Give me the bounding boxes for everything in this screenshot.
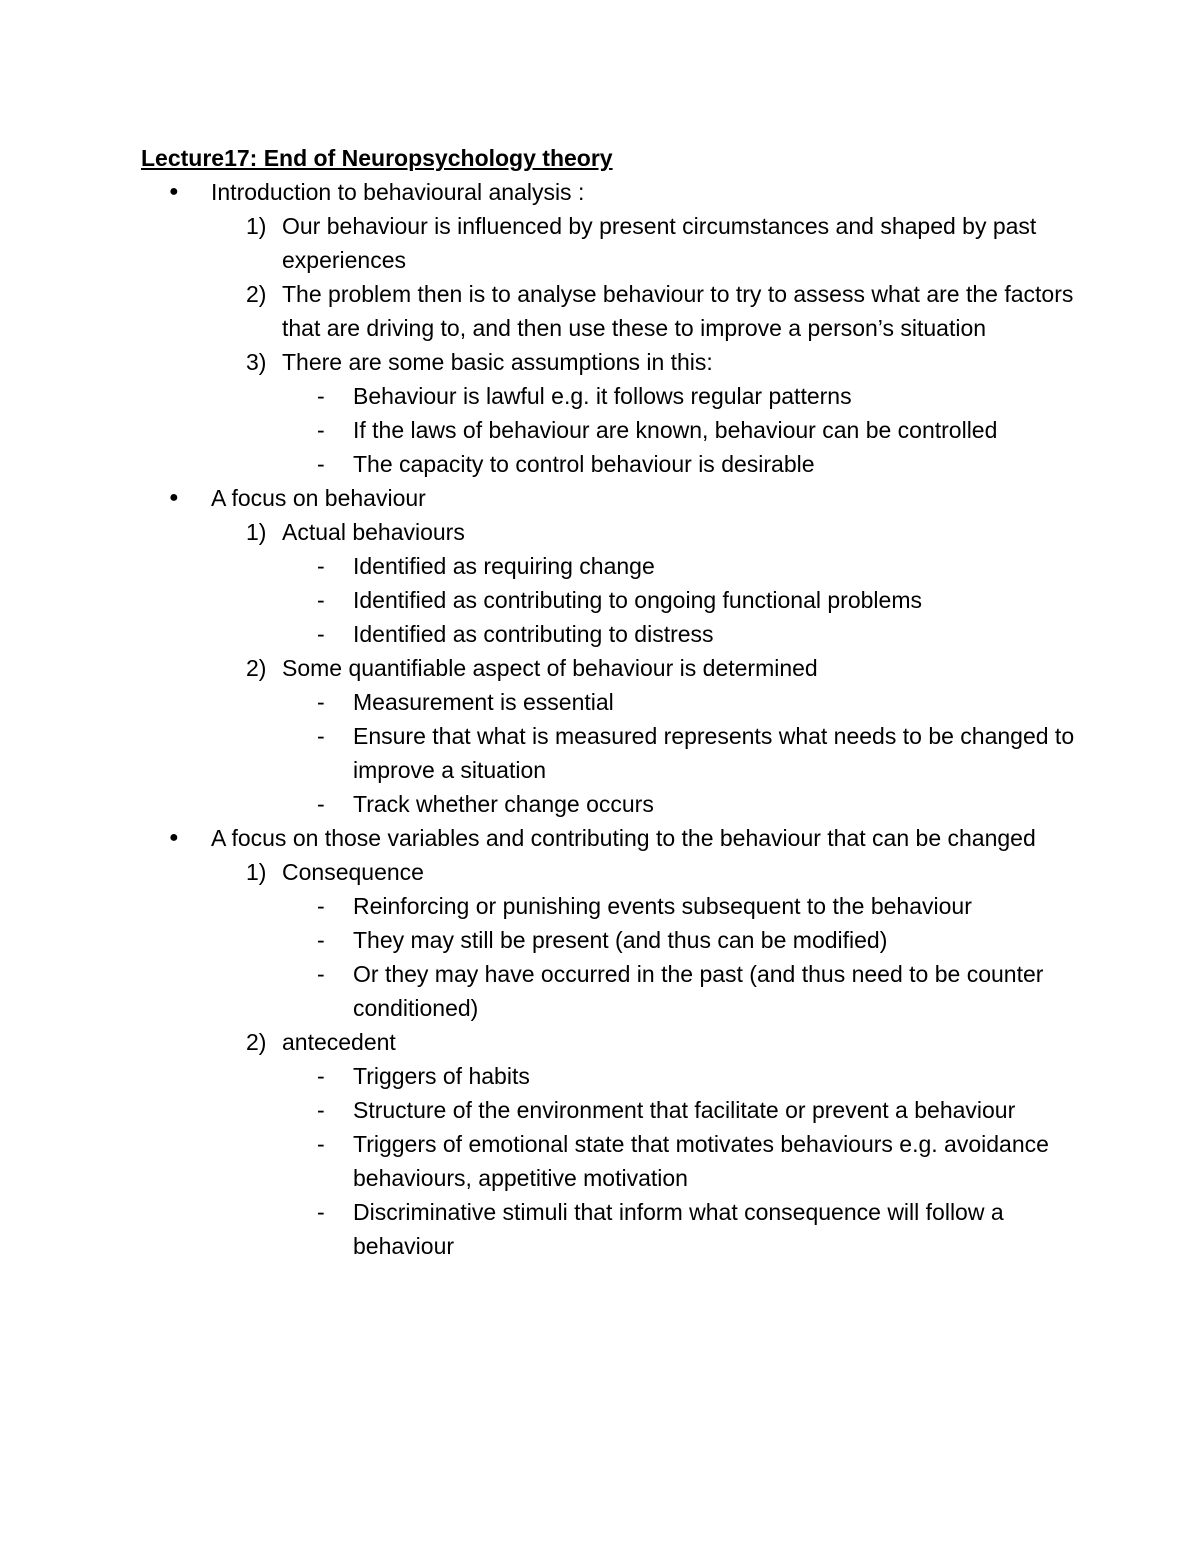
item-number: 2): [246, 655, 267, 681]
item-number: 1): [246, 213, 267, 239]
numbered-item-text: The problem then is to analyse behaviour to try to assess what are the factors that are driving to, and then use these to improve a person’s situation: [282, 281, 1074, 341]
dash-item: [141, 583, 1081, 617]
dash-item: [141, 1093, 1081, 1127]
dash-item-text: Ensure that what is measured represents what needs to be changed to improve a situation: [353, 723, 1075, 783]
numbered-item-text: There are some basic assumptions in this:: [282, 349, 713, 375]
numbered-item: [141, 277, 1081, 345]
bullet-text: A focus on behaviour: [211, 485, 426, 511]
dash-marker: -: [317, 961, 325, 987]
bullet-marker-icon: ●: [169, 829, 179, 846]
dash-item: [141, 889, 1081, 923]
dash-item-text: Identified as requiring change: [353, 553, 655, 579]
dash-item: [141, 957, 1081, 1025]
dash-marker: -: [317, 927, 325, 953]
dash-item-text: Triggers of emotional state that motivates behaviours e.g. avoidance behaviours, appetitive motivation: [353, 1131, 1049, 1191]
document-page: [141, 141, 1081, 1263]
bullet-text: Introduction to behavioural analysis :: [211, 179, 585, 205]
numbered-item: [141, 855, 1081, 889]
dash-item: [141, 447, 1081, 481]
numbered-item: [141, 209, 1081, 277]
bullet-text: A focus on those variables and contributing to the behaviour that can be changed: [211, 825, 1036, 851]
dash-item: [141, 685, 1081, 719]
dash-item-text: Identified as contributing to ongoing functional problems: [353, 587, 922, 613]
dash-marker: -: [317, 1199, 325, 1225]
bullet-marker-icon: ●: [169, 183, 179, 200]
dash-item: [141, 1127, 1081, 1195]
bullet-marker-icon: ●: [169, 489, 179, 506]
dash-marker: -: [317, 689, 325, 715]
numbered-item: [141, 651, 1081, 685]
dash-item-text: Reinforcing or punishing events subsequent to the behaviour: [353, 893, 972, 919]
item-number: 3): [246, 349, 267, 375]
dash-item-text: Behaviour is lawful e.g. it follows regular patterns: [353, 383, 852, 409]
dash-marker: -: [317, 1063, 325, 1089]
numbered-item-text: antecedent: [282, 1029, 396, 1055]
item-number: 2): [246, 1029, 267, 1055]
dash-item-text: Discriminative stimuli that inform what consequence will follow a behaviour: [353, 1199, 1004, 1259]
dash-marker: -: [317, 621, 325, 647]
item-number: 1): [246, 859, 267, 885]
dash-item-text: They may still be present (and thus can be modified): [353, 927, 888, 953]
item-number: 2): [246, 281, 267, 307]
dash-item-text: Or they may have occurred in the past (and thus need to be counter conditioned): [353, 961, 1044, 1021]
dash-item: [141, 787, 1081, 821]
dash-item: [141, 617, 1081, 651]
dash-item-text: Triggers of habits: [353, 1063, 530, 1089]
dash-marker: -: [317, 1097, 325, 1123]
dash-item-text: Structure of the environment that facilitate or prevent a behaviour: [353, 1097, 1016, 1123]
notes-outline: [141, 175, 1081, 1263]
numbered-item: [141, 345, 1081, 379]
dash-item: [141, 719, 1081, 787]
dash-marker: -: [317, 553, 325, 579]
numbered-item-text: Some quantifiable aspect of behaviour is determined: [282, 655, 818, 681]
bullet-item: [141, 175, 1081, 209]
dash-marker: -: [317, 383, 325, 409]
bullet-item: [141, 821, 1081, 855]
dash-marker: -: [317, 451, 325, 477]
bullet-item: [141, 481, 1081, 515]
dash-item-text: Track whether change occurs: [353, 791, 654, 817]
numbered-item-text: Consequence: [282, 859, 424, 885]
dash-marker: -: [317, 723, 325, 749]
dash-item-text: Measurement is essential: [353, 689, 614, 715]
dash-item: [141, 1059, 1081, 1093]
dash-marker: -: [317, 587, 325, 613]
dash-marker: -: [317, 1131, 325, 1157]
page-title: Lecture17: End of Neuropsychology theory: [141, 145, 613, 171]
numbered-item: [141, 515, 1081, 549]
dash-marker: -: [317, 791, 325, 817]
dash-item-text: If the laws of behaviour are known, behaviour can be controlled: [353, 417, 998, 443]
numbered-item: [141, 1025, 1081, 1059]
dash-item: [141, 549, 1081, 583]
numbered-item-text: Actual behaviours: [282, 519, 465, 545]
dash-item-text: The capacity to control behaviour is desirable: [353, 451, 815, 477]
dash-marker: -: [317, 417, 325, 443]
dash-marker: -: [317, 893, 325, 919]
dash-item-text: Identified as contributing to distress: [353, 621, 714, 647]
dash-item: [141, 379, 1081, 413]
numbered-item-text: Our behaviour is influenced by present circumstances and shaped by past experiences: [282, 213, 1037, 273]
dash-item: [141, 1195, 1081, 1263]
item-number: 1): [246, 519, 267, 545]
dash-item: [141, 923, 1081, 957]
dash-item: [141, 413, 1081, 447]
